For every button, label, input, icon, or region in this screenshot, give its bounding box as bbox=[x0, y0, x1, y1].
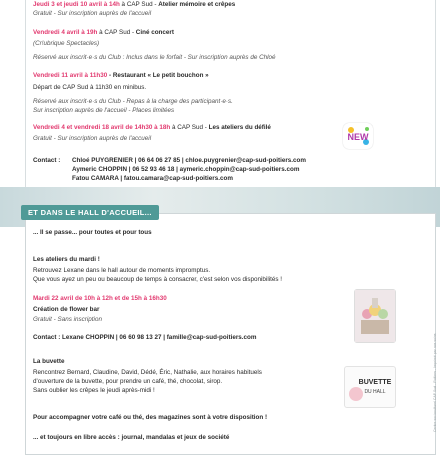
buvette-text: Rencontrez Bernard, Claudine, David, Dédé, Éric, Nathalie, aux horaires habituels bbox=[33, 369, 262, 376]
last-line: ... et toujours en libre accès : journal, mandalas et jeux de société bbox=[33, 434, 230, 441]
new-badge bbox=[343, 123, 373, 149]
event-cine-concert bbox=[33, 29, 174, 37]
event-note: Réservé aux inscrit·e·s du Club : Inclus dans le forfait - Sur inscription auprès de Chloé bbox=[33, 54, 276, 61]
event-place: à CAP Sud - bbox=[119, 1, 159, 8]
event-defile bbox=[33, 124, 271, 132]
event-date: Vendredi 4 et vendredi 18 avril de 14h30 à 18h bbox=[33, 124, 171, 131]
flower-note: Gratuit - Sans inscription bbox=[33, 316, 102, 323]
side-credit: Centre socioculturel CAP Sud - Poitiers - Imprimé par nos soins bbox=[433, 333, 437, 432]
event-category: (Cr!ubrique Spectacles) bbox=[33, 40, 100, 47]
svg-text:NEW: NEW bbox=[347, 132, 369, 142]
flower-title: Création de flower bar bbox=[33, 306, 100, 313]
flower-bar-photo bbox=[354, 289, 396, 343]
offer-text: Pour accompagner votre café ou thé, des magazines sont à votre disposition ! bbox=[33, 414, 268, 421]
event-title: - Restaurant « Le petit bouchon » bbox=[107, 72, 209, 79]
event-note: Sur inscription auprès de l'accueil - Places limitées bbox=[33, 107, 175, 114]
contact-chloe: Chloé PUYGRENIER | 06 64 06 27 85 | chloe.puygrenier@cap-sud-poitiers.com bbox=[72, 157, 306, 164]
mardi-title: Les ateliers du mardi ! bbox=[33, 256, 100, 263]
buvette-text: d'ouverture de la buvette, pour prendre un café, thé, chocolat, sirop. bbox=[33, 378, 223, 385]
event-restaurant bbox=[33, 72, 209, 80]
buvette-logo-icon bbox=[345, 367, 395, 407]
flower-photo-image bbox=[355, 290, 395, 342]
buvette-logo bbox=[344, 366, 396, 408]
contact-label: Contact : bbox=[33, 157, 61, 164]
hall-section-tag: ET DANS LE HALL D'ACCUEIL... bbox=[21, 205, 159, 220]
event-title: Atelier mémoire et crêpes bbox=[158, 1, 236, 8]
event-title: Ciné concert bbox=[135, 29, 174, 36]
event-note: Gratuit - Sur inscription auprès de l'accueil bbox=[33, 135, 152, 142]
event-note: Réservé aux inscrit·e·s du Club - Repas à la charge des participant·e·s. bbox=[33, 98, 233, 105]
buvette-text: Sans oublier les crêpes le jeudi après-midi ! bbox=[33, 387, 155, 394]
buvette-title: La buvette bbox=[33, 358, 65, 365]
flower-date: Mardi 22 avril de 10h à 12h et de 15h à 16h30 bbox=[33, 295, 167, 302]
event-title: Les ateliers du défilé bbox=[208, 124, 271, 131]
new-badge-icon bbox=[343, 123, 373, 149]
event-place: à CAP Sud - bbox=[170, 124, 209, 131]
event-place: à CAP Sud - bbox=[97, 29, 136, 36]
svg-text:BUVETTE: BUVETTE bbox=[358, 379, 392, 386]
hall-intro: ... Il se passe... pour toutes et pour tous bbox=[33, 229, 152, 236]
event-date: Vendredi 4 avril à 19h bbox=[33, 29, 98, 36]
event-atelier-memoire bbox=[33, 1, 235, 9]
mardi-text: Que vous ayez un peu ou beaucoup de temps à consacrer, c'est selon vos disponibilités ! bbox=[33, 276, 283, 283]
mardi-text: Retrouvez Lexane dans le hall autour de moments impromptus. bbox=[33, 267, 211, 274]
svg-text:DU HALL: DU HALL bbox=[364, 389, 386, 395]
contact-aymeric: Aymeric CHOPPIN | 06 52 93 46 18 | aymeric.choppin@cap-sud-poitiers.com bbox=[72, 166, 300, 173]
event-date: Jeudi 3 et jeudi 10 avril à 14h bbox=[33, 1, 120, 8]
contact-fatou: Fatou CAMARA | fatou.camara@cap-sud-poitiers.com bbox=[72, 175, 233, 182]
event-note: Gratuit - Sur inscription auprès de l'accueil bbox=[33, 10, 152, 17]
event-date: Vendredi 11 avril à 11h30 bbox=[33, 72, 108, 79]
event-detail: Départ de CAP Sud à 11h30 en minibus. bbox=[33, 84, 147, 91]
contact-lexane: Contact : Lexane CHOPPIN | 06 60 98 13 27 | famille@cap-sud-poitiers.com bbox=[33, 334, 257, 341]
